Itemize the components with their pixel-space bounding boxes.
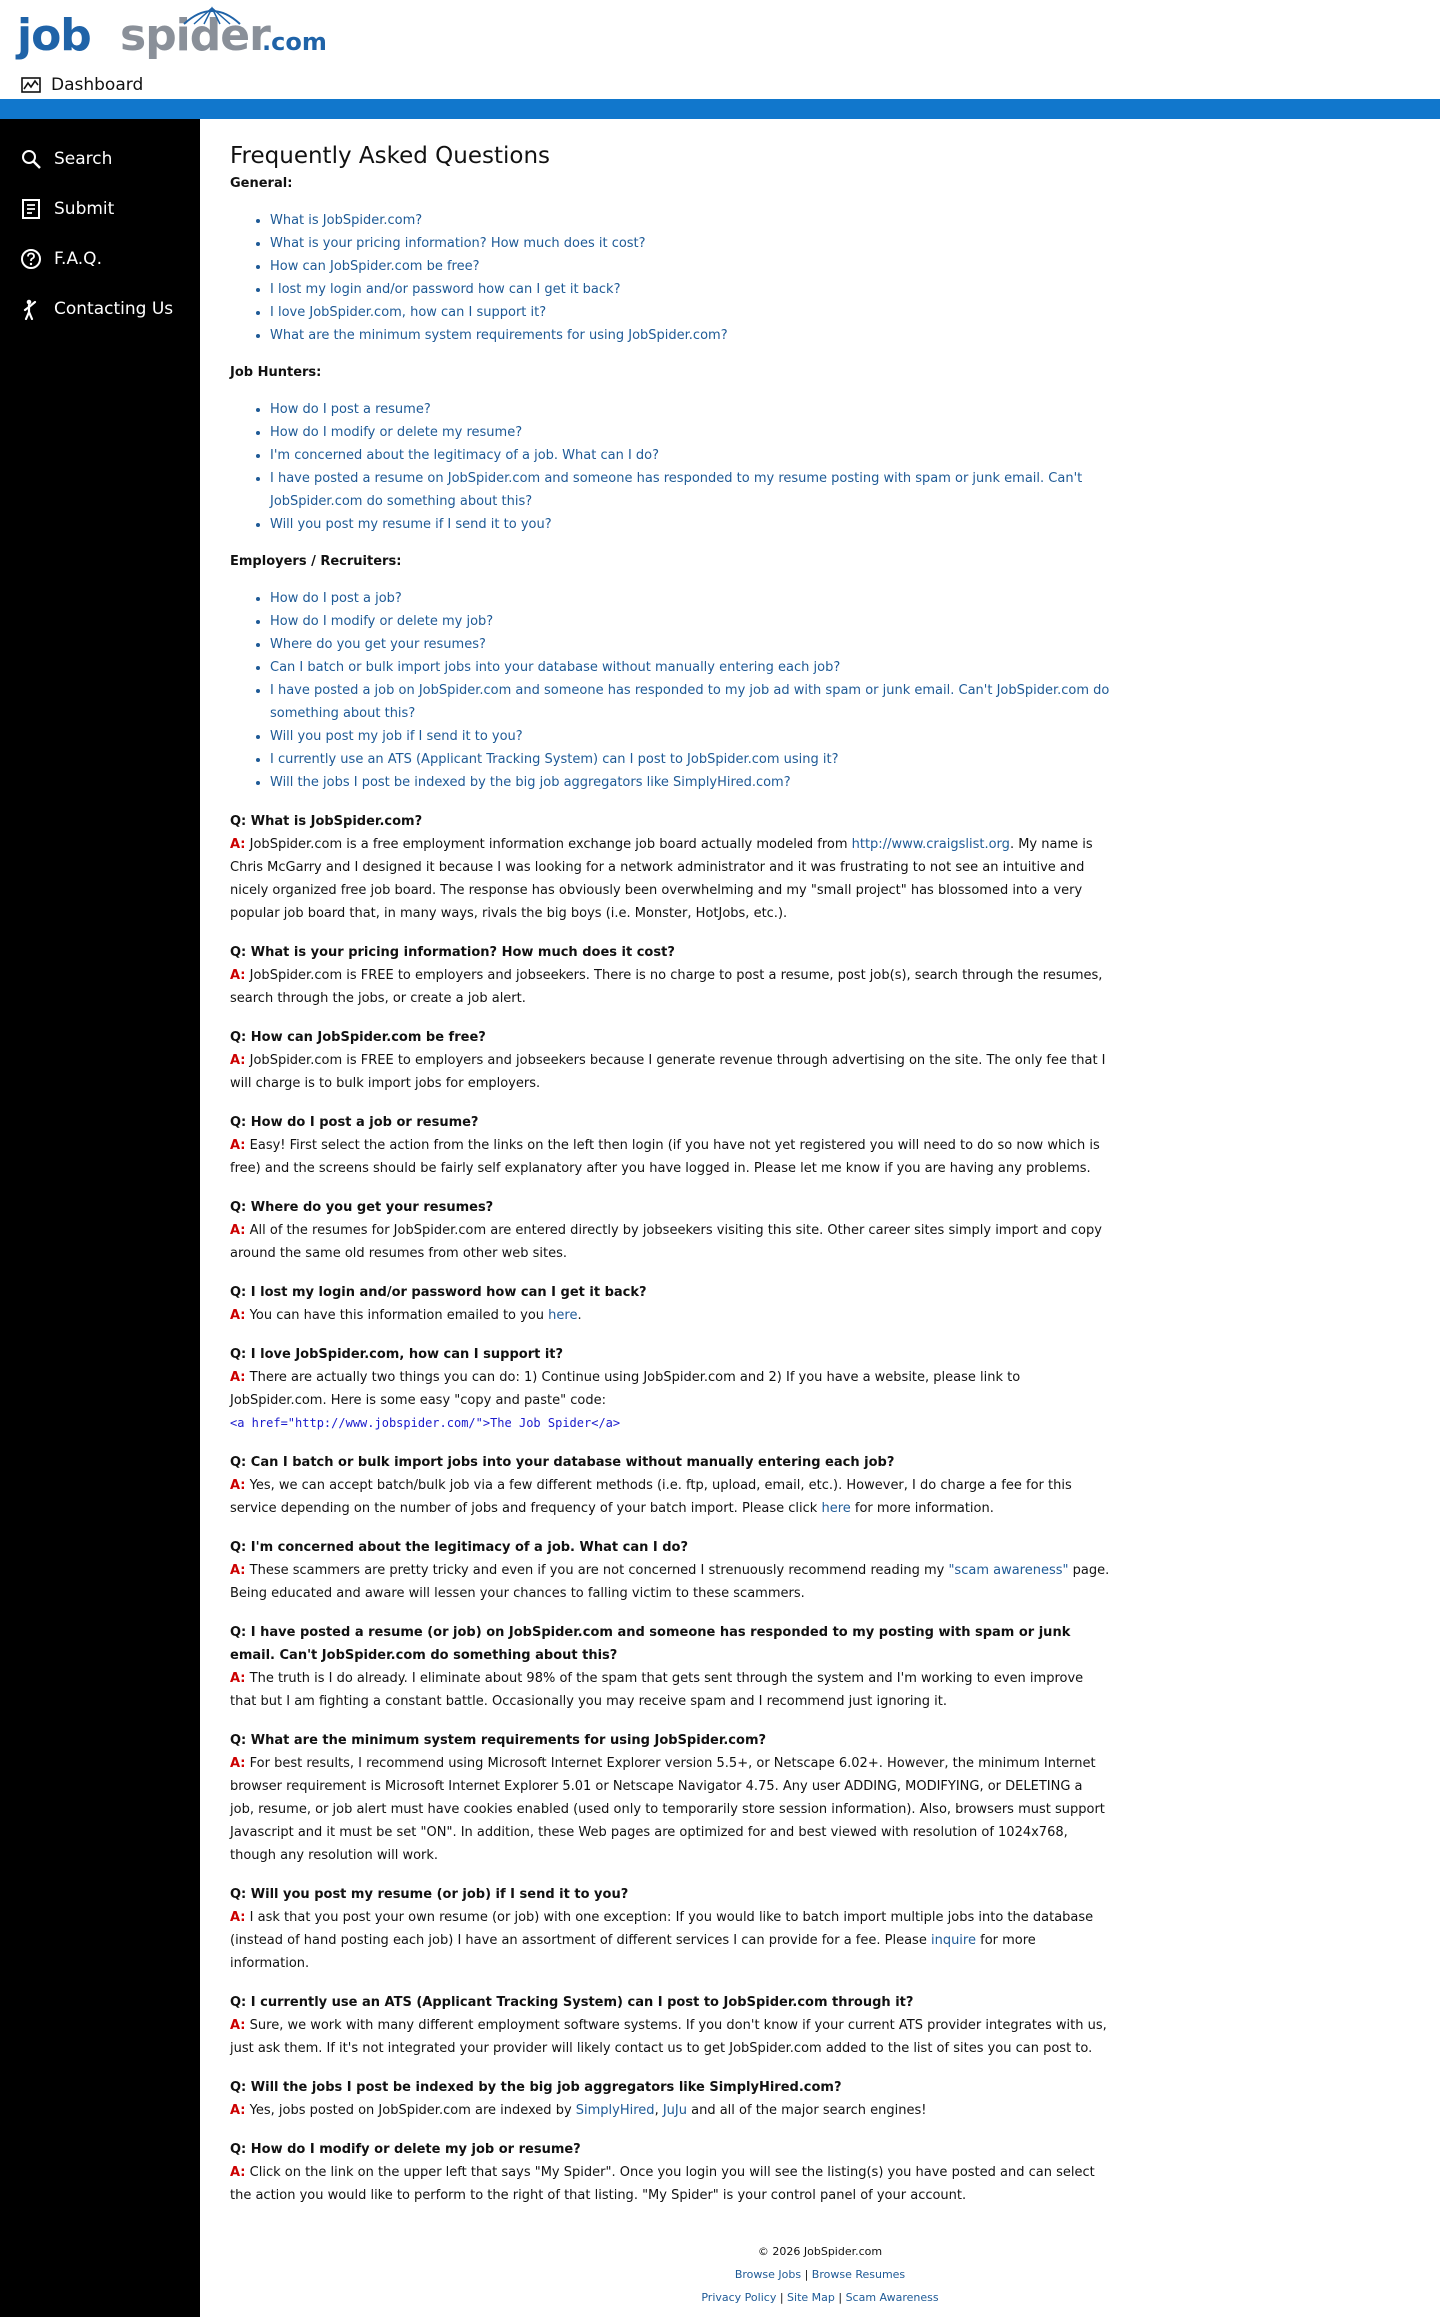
faq-link[interactable]: I currently use an ATS (Applicant Tracking System) can I post to JobSpider.com using it?: [270, 752, 839, 767]
list-item: [270, 232, 1110, 255]
job-hunters-questions-list: [230, 398, 1110, 536]
q-prefix: Q:: [230, 1200, 251, 1215]
question: [230, 1451, 1110, 1474]
answer-label: A:: [230, 2018, 246, 2033]
answer-label: A:: [230, 1223, 246, 1238]
answer-text: Yes, we can accept batch/bulk job via a few different methods (i.e. ftp, upload, email, etc.). However, I do charge a fee for this service depending on the number of jobs and frequency of your batch import. Please click: [230, 1478, 1072, 1516]
q-prefix: Q:: [230, 1030, 251, 1045]
question-text: Will the jobs I post be indexed by the big job aggregators like SimplyHired.com?: [250, 2080, 842, 2095]
answer-label: A:: [230, 1910, 246, 1925]
faq-content: [230, 140, 1110, 2207]
faq-entry: [230, 1451, 1110, 1520]
faq-index: [230, 172, 1110, 794]
logo-spider-text: spider: [120, 10, 270, 61]
answer-text: JobSpider.com is FREE to employers and jobseekers because I generate revenue through advertising on the site. The only fee that I will charge is to bulk import jobs for employers.: [230, 1053, 1106, 1091]
q-prefix: Q:: [230, 1733, 251, 1748]
answer-text: There are actually two things you can do: 1) Continue using JobSpider.com and 2) If you have a website, please link to JobSpider.com. Here is some easy "copy and paste" code:: [230, 1370, 1021, 1408]
general-questions-list: [230, 209, 1110, 347]
question-text: How do I post a job or resume?: [250, 1115, 479, 1130]
answer: [230, 2099, 1110, 2122]
question-text: How can JobSpider.com be free?: [250, 1030, 486, 1045]
sidebar-item-label: F.A.Q.: [54, 249, 102, 269]
faq-entry: [230, 1281, 1110, 1327]
section-heading-general: General:: [230, 176, 293, 191]
list-item: [270, 209, 1110, 232]
faq-entry: [230, 2076, 1110, 2122]
list-item: [270, 679, 1110, 725]
sidebar-item-label: Contacting Us: [54, 299, 174, 319]
faq-link[interactable]: What is JobSpider.com?: [270, 213, 423, 228]
answer: [230, 1049, 1110, 1095]
answer-text: Sure, we work with many different employment software systems. If you don't know if your current ATS provider integrates with us, just ask them. If it's not integrated your provider will likely contact us to get JobSpider.com added to the list of sites you can post to.: [230, 2018, 1107, 2056]
answer-label: A:: [230, 837, 246, 852]
dashboard-link[interactable]: [21, 73, 143, 97]
faq-link[interactable]: I lost my login and/or password how can I get it back?: [270, 282, 621, 297]
answer-text: The truth is I do already. I eliminate about 98% of the spam that gets sent through the system and I'm working to even improve that but I am fighting a constant battle. Occasionally you may receive spam and I recommend just ignoring it.: [230, 1671, 1084, 1709]
q-prefix: Q:: [230, 1455, 251, 1470]
answer-text: JobSpider.com is a free employment information exchange job board actually modeled from: [245, 837, 852, 852]
list-item: [270, 587, 1110, 610]
document-icon: [20, 198, 42, 220]
answer: [230, 1134, 1110, 1180]
answer-text: for more information.: [850, 1501, 994, 1516]
browse-jobs-link[interactable]: Browse Jobs: [734, 2268, 802, 2281]
faq-entry: [230, 1621, 1110, 1713]
faq-link[interactable]: Where do you get your resumes?: [270, 637, 486, 652]
scam-awareness-link[interactable]: "scam awareness": [948, 1563, 1069, 1578]
question-text: What are the minimum system requirements for using JobSpider.com?: [250, 1733, 767, 1748]
answer: [230, 1559, 1110, 1605]
question: [230, 1536, 1110, 1559]
q-prefix: Q:: [230, 1285, 251, 1300]
question: [230, 1281, 1110, 1304]
faq-link[interactable]: I'm concerned about the legitimacy of a job. What can I do?: [270, 448, 660, 463]
list-item: [270, 444, 1110, 467]
answer-text: All of the resumes for JobSpider.com are entered directly by jobseekers visiting this site. Other career sites simply import and copy around the same old resumes from other web sites.: [230, 1223, 1102, 1261]
answer-text: I ask that you post your own resume (or job) with one exception: If you would like to batch import multiple jobs into the database (instead of hand posting each job) I have an assortment of different services I can provide for a fee. Please: [230, 1910, 1094, 1948]
faq-link[interactable]: I have posted a resume on JobSpider.com and someone has responded to my resume posting with spam or junk email. Can't JobSpider.com do something about this?: [270, 471, 1083, 509]
faq-link[interactable]: Will you post my resume if I send it to you?: [270, 517, 552, 532]
question: [230, 1196, 1110, 1219]
employers-questions-list: [230, 587, 1110, 794]
answer-text: Click on the link on the upper left that says "My Spider". Once you login you will see the listing(s) you have posted and can select the action you would like to perform to the right of that listing. "My Spider" is your control panel of your account.: [230, 2165, 1095, 2203]
faq-link[interactable]: Will you post my job if I send it to you?: [270, 729, 523, 744]
faq-link[interactable]: How do I modify or delete my job?: [270, 614, 494, 629]
faq-link[interactable]: How do I post a job?: [270, 591, 402, 606]
section-heading-employers: Employers / Recruiters:: [230, 554, 402, 569]
q-prefix: Q:: [230, 2142, 251, 2157]
faq-link[interactable]: What is your pricing information? How much does it cost?: [270, 236, 646, 251]
sidebar-item-faq[interactable]: [20, 244, 102, 274]
question: [230, 2138, 1110, 2161]
answer: [230, 1474, 1110, 1520]
answer-text: ,: [654, 2103, 663, 2118]
accent-bar: [0, 99, 1440, 119]
question: [230, 1343, 1110, 1366]
faq-entry: [230, 1111, 1110, 1180]
answer: [230, 1304, 1110, 1327]
question-text: Where do you get your resumes?: [250, 1200, 494, 1215]
answer-label: A:: [230, 1478, 246, 1493]
browse-resumes-link[interactable]: Browse Resumes: [811, 2268, 906, 2281]
craigslist-link[interactable]: http://www.craigslist.org: [851, 837, 1010, 852]
faq-link[interactable]: How can JobSpider.com be free?: [270, 259, 480, 274]
answer: [230, 2014, 1110, 2060]
answer: [230, 964, 1110, 1010]
sidebar-item-label: Search: [54, 149, 113, 169]
site-footer: [200, 2240, 1440, 2309]
faq-entry: [230, 1883, 1110, 1975]
scam-awareness-footer-link[interactable]: Scam Awareness: [845, 2291, 939, 2304]
answer: [230, 1906, 1110, 1975]
list-item: [270, 398, 1110, 421]
faq-entry: [230, 1343, 1110, 1435]
answer-text: and all of the major search engines!: [686, 2103, 927, 2118]
list-item: [270, 467, 1110, 513]
bulk-import-info-link[interactable]: here: [821, 1501, 851, 1516]
q-prefix: Q:: [230, 2080, 251, 2095]
separator: |: [776, 2291, 788, 2304]
q-prefix: Q:: [230, 1115, 251, 1130]
sidebar: [0, 119, 200, 2317]
answer-label: A:: [230, 1053, 246, 1068]
question: [230, 1111, 1110, 1134]
question-text: What is your pricing information? How much does it cost?: [250, 945, 675, 960]
sidebar-item-submit[interactable]: [20, 194, 114, 224]
faq-entry: [230, 1196, 1110, 1265]
faq-entry: [230, 1991, 1110, 2060]
question: [230, 810, 1110, 833]
juju-link[interactable]: JuJu: [662, 2103, 687, 2118]
dashboard-label: Dashboard: [51, 75, 144, 95]
answer-label: A:: [230, 2103, 246, 2118]
q-prefix: Q:: [230, 945, 251, 960]
answer-label: A:: [230, 968, 246, 983]
list-item: [270, 278, 1110, 301]
list-item: [270, 748, 1110, 771]
question-text: I love JobSpider.com, how can I support it?: [250, 1347, 564, 1362]
footer-links-row: [200, 2263, 1440, 2286]
list-item: [270, 513, 1110, 536]
faq-link[interactable]: How do I modify or delete my resume?: [270, 425, 523, 440]
answer: [230, 2161, 1110, 2207]
faq-entry: [230, 941, 1110, 1010]
page-title: Frequently Asked Questions: [230, 143, 551, 169]
inquire-link[interactable]: inquire: [930, 1933, 976, 1948]
faq-link[interactable]: I have posted a job on JobSpider.com and someone has responded to my job ad with spam or junk email. Can't JobSpider.com do something about this?: [270, 683, 1110, 721]
answer-text: JobSpider.com is FREE to employers and jobseekers. There is no charge to post a resume, post job(s), search through the resumes, search through the jobs, or create a job alert.: [230, 968, 1103, 1006]
question: [230, 2076, 1110, 2099]
answer-text: For best results, I recommend using Microsoft Internet Explorer version 5.5+, or Netscape 6.02+. However, the minimum Internet browser requirement is Microsoft Internet Explorer 5.01 or Netscape Navigator 4.75. Any user ADDING, MODIFYING, or DELETING a job, resume, or job alert must have cookies enabled (used only to temporarily store session information). Also, browsers must support Javascript and it must be set "ON". In addition, these Web pages are optimized for and best viewed with resolution of 1024x768, though any resolution will work.: [230, 1756, 1105, 1863]
separator: |: [834, 2291, 846, 2304]
list-item: [270, 656, 1110, 679]
answer-label: A:: [230, 1370, 246, 1385]
q-prefix: Q:: [230, 1625, 251, 1640]
sidebar-item-label: Submit: [54, 199, 115, 219]
faq-entry: [230, 1026, 1110, 1095]
list-item: [270, 301, 1110, 324]
question-text: Will you post my resume (or job) if I send it to you?: [250, 1887, 629, 1902]
footer-links-row: [200, 2286, 1440, 2309]
site-map-link[interactable]: Site Map: [787, 2291, 835, 2304]
answer-text: You can have this information emailed to you: [245, 1308, 549, 1323]
question: [230, 941, 1110, 964]
answer-text: .: [577, 1308, 582, 1323]
password-recovery-link[interactable]: here: [548, 1308, 578, 1323]
answer-label: A:: [230, 1308, 246, 1323]
faq-link[interactable]: I love JobSpider.com, how can I support it?: [270, 305, 547, 320]
logo-job-text: job: [17, 10, 91, 61]
answer-label: A:: [230, 1671, 246, 1686]
search-icon: [20, 148, 42, 170]
answer-label: A:: [230, 2165, 246, 2180]
list-item: [270, 633, 1110, 656]
chart-icon: [21, 77, 41, 93]
question: [230, 1026, 1110, 1049]
question-icon: [20, 248, 42, 270]
question: [230, 1883, 1110, 1906]
question-text: I have posted a resume (or job) on JobSpider.com and someone has responded to my posting with spam or junk email. Can't JobSpider.com do something about this?: [230, 1625, 1071, 1663]
answer: [230, 833, 1110, 925]
question-text: I'm concerned about the legitimacy of a job. What can I do?: [250, 1540, 689, 1555]
list-item: [270, 771, 1110, 794]
list-item: [270, 421, 1110, 444]
answer: [230, 1752, 1110, 1867]
separator: |: [801, 2268, 812, 2281]
list-item: [270, 725, 1110, 748]
sidebar-item-search[interactable]: [20, 144, 112, 174]
faq-link[interactable]: Will the jobs I post be indexed by the big job aggregators like SimplyHired.com?: [270, 775, 791, 790]
logo-dotcom-text: .com: [262, 28, 327, 56]
answer-text: page. Being educated and aware will lessen your chances to falling victim to these scammers.: [230, 1563, 1110, 1601]
faq-link[interactable]: What are the minimum system requirements for using JobSpider.com?: [270, 328, 728, 343]
question-text: I lost my login and/or password how can I get it back?: [250, 1285, 647, 1300]
section-heading-job-hunters: Job Hunters:: [230, 365, 322, 380]
faq-entry: [230, 1729, 1110, 1867]
faq-entry: [230, 1536, 1110, 1605]
link-code-snippet[interactable]: <a href="http://www.jobspider.com/">The Job Spider</a>: [230, 1416, 621, 1430]
answer-label: A:: [230, 1756, 246, 1771]
question: [230, 1729, 1110, 1752]
answer-text: for more information.: [230, 1933, 1036, 1971]
answer-label: A:: [230, 1138, 246, 1153]
answer: [230, 1366, 1110, 1435]
faq-entry: [230, 2138, 1110, 2207]
q-prefix: Q:: [230, 1540, 251, 1555]
q-prefix: Q:: [230, 1347, 251, 1362]
privacy-policy-link[interactable]: Privacy Policy: [701, 2291, 777, 2304]
sidebar-item-contact[interactable]: [20, 294, 173, 324]
answer: [230, 1667, 1110, 1713]
person-wave-icon: [20, 298, 42, 320]
list-item: [270, 255, 1110, 278]
answer-text: These scammers are pretty tricky and even if you are not concerned I strenuously recommend reading my: [245, 1563, 949, 1578]
q-prefix: Q:: [230, 814, 251, 829]
spider-web-icon: [182, 4, 242, 26]
answer: [230, 1219, 1110, 1265]
question-text: How do I modify or delete my job or resume?: [250, 2142, 581, 2157]
question-text: I currently use an ATS (Applicant Tracking System) can I post to JobSpider.com through it?: [250, 1995, 914, 2010]
list-item: [270, 324, 1110, 347]
question-text: What is JobSpider.com?: [250, 814, 423, 829]
site-header: [0, 0, 1440, 99]
answer-text: Yes, jobs posted on JobSpider.com are indexed by: [245, 2103, 576, 2118]
copyright: © 2026 JobSpider.com: [757, 2245, 883, 2258]
question: [230, 1621, 1110, 1667]
answer-label: A:: [230, 1563, 246, 1578]
list-item: [270, 610, 1110, 633]
faq-entry: [230, 810, 1110, 925]
q-prefix: Q:: [230, 1995, 251, 2010]
answer-text: Easy! First select the action from the links on the left then login (if you have not yet registered you will need to do so now which is free) and the screens should be fairly self explanatory after you have logged in. Please let me know if you are having any problems.: [230, 1138, 1100, 1176]
faq-link[interactable]: Can I batch or bulk import jobs into your database without manually entering each job?: [270, 660, 841, 675]
answer-text: . My name is Chris McGarry and I designed it because I was looking for a network administrator and it was frustrating to not see an intuitive and nicely organized free job board. The response has obviously been overwhelming and my "small project" has blossomed into a very popular job board that, in many ways, rivals the big boys (i.e. Monster, HotJobs, etc.).: [230, 837, 1093, 921]
q-prefix: Q:: [230, 1887, 251, 1902]
question: [230, 1991, 1110, 2014]
faq-link[interactable]: How do I post a resume?: [270, 402, 431, 417]
simplyhired-link[interactable]: SimplyHired: [575, 2103, 655, 2118]
question-text: Can I batch or bulk import jobs into your database without manually entering each job?: [250, 1455, 895, 1470]
